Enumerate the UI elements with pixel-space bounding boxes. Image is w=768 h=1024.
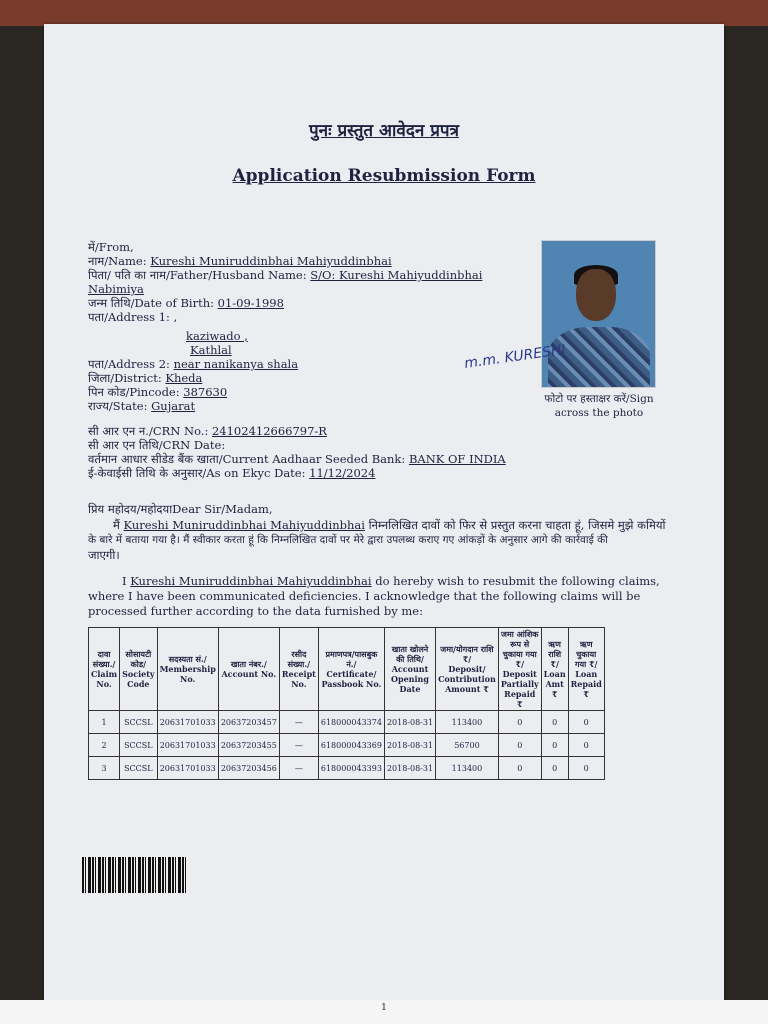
table-header-cell <box>568 628 604 711</box>
header-text: Repaid <box>504 689 536 699</box>
table-cell: — <box>279 757 318 780</box>
table-cell: SCCSL <box>120 711 157 734</box>
header-text: Society <box>122 669 155 679</box>
table-cell: 56700 <box>436 734 499 757</box>
header-text: संख्या./ <box>287 659 311 669</box>
table-cell: 20637203456 <box>218 757 279 780</box>
form-page <box>44 24 724 1000</box>
table-cell: 20631701033 <box>157 711 218 734</box>
dob-row <box>88 296 284 310</box>
table-cell: 1 <box>89 711 120 734</box>
table-header-cell <box>541 628 568 711</box>
header-text: No. <box>96 679 112 689</box>
title-hindi: पुनः प्रस्तुत आवेदन प्रपत्र <box>309 121 459 141</box>
table-cell: 0 <box>541 711 568 734</box>
table-cell: 618000043393 <box>318 757 384 780</box>
header-text: Opening <box>391 674 429 684</box>
header-text: Date <box>399 684 421 694</box>
hindi-para-suffix: निम्नलिखित दावों को फिर से प्रस्तुत करना चाहता हूं, जिसमे मुझे कमियों <box>368 518 666 532</box>
header-text: Passbook No. <box>321 679 382 689</box>
name-value: Kureshi Muniruddinbhai Mahiyuddinbhai <box>150 254 392 268</box>
table-cell: 2018-08-31 <box>384 757 435 780</box>
table-cell: 0 <box>541 734 568 757</box>
header-text: रूप से <box>510 639 530 649</box>
table-cell: — <box>279 711 318 734</box>
photo-caption-english: across the photo <box>554 407 644 419</box>
table-cell: SCCSL <box>120 757 157 780</box>
header-text: गया ₹/ <box>574 659 598 669</box>
table-cell: 20631701033 <box>157 757 218 780</box>
address1-line2: kaziwado , <box>186 329 248 343</box>
header-text: Membership <box>159 664 216 674</box>
header-text: की तिथि/ <box>396 654 424 664</box>
english-paragraph <box>88 574 678 619</box>
table-header-cell <box>384 628 435 711</box>
table-cell: 0 <box>541 757 568 780</box>
header-text: सदस्यता सं./ <box>168 654 207 664</box>
title-english: Application Resubmission Form <box>232 166 536 186</box>
name-label: नाम/Name: <box>88 254 147 268</box>
header-text: Repaid <box>570 679 602 689</box>
table-cell: 113400 <box>436 757 499 780</box>
english-para-suffix: do hereby wish to resubmit the following claims, <box>375 574 660 588</box>
header-text: चुकाया <box>576 649 597 659</box>
page-number: 1 <box>381 1003 387 1013</box>
salutation: प्रिय महोदय/महोदयाDear Sir/Madam, <box>88 502 273 516</box>
header-text: प्रमाणपत्र/पासबुक <box>325 649 378 659</box>
bank-label: वर्तमान आधार सीडेड बैंक खाता/Current Aadhaar Seeded Bank: <box>88 452 406 466</box>
table-header-cell <box>279 628 318 711</box>
header-text: Code <box>127 679 150 689</box>
name-row <box>88 254 392 268</box>
pincode-label: पिन कोड/Pincode: <box>88 385 180 399</box>
table-cell: 618000043374 <box>318 711 384 734</box>
bank-value: BANK OF INDIA <box>408 452 506 466</box>
hindi-para-name: Kureshi Muniruddinbhai Mahiyuddinbhai <box>123 518 365 532</box>
header-text: चुकाया गया <box>502 649 537 659</box>
table-header-cell <box>436 628 499 711</box>
header-text: Loan <box>575 669 598 679</box>
table-cell: 20637203455 <box>218 734 279 757</box>
father-value: S/O: Kureshi Mahiyuddinbhai <box>310 268 483 282</box>
header-text: No. <box>180 674 196 684</box>
header-text: जमा/योगदान राशि <box>440 644 494 654</box>
table-cell: 20631701033 <box>157 734 218 757</box>
table-header-row <box>89 628 605 711</box>
district-value: Kheda <box>165 371 203 385</box>
address2-row <box>88 357 298 371</box>
header-text: Deposit <box>502 669 537 679</box>
header-text: खाता नंबर./ <box>230 659 267 669</box>
district-row <box>88 371 202 385</box>
father-label: पिता/ पति का नाम/Father/Husband Name: <box>88 268 307 282</box>
district-label: जिला/District: <box>88 371 162 385</box>
header-text: No. <box>291 679 307 689</box>
table-cell: 618000043369 <box>318 734 384 757</box>
table-row <box>89 757 605 780</box>
address1-label: पता/Address 1: , <box>88 310 178 324</box>
header-text: जमा आंशिक <box>501 629 539 639</box>
hindi-para-line2: के बारे में बताया गया है। मैं स्वीकार करता हूं कि निम्नलिखित दावों पर मेरे द्वारा उपलब्ध कराए गए आंकड़ों के अनुसार आगे की कार्रवाई की <box>88 534 608 546</box>
ekyc-value: 11/12/2024 <box>309 466 376 480</box>
table-cell: 2018-08-31 <box>384 711 435 734</box>
table-cell: 0 <box>568 757 604 780</box>
crn-label: सी आर एन न./CRN No.: <box>88 424 209 438</box>
table-cell: 0 <box>498 711 541 734</box>
english-para-line3: processed further according to the data furnished by me: <box>88 604 423 618</box>
table-cell: 0 <box>498 734 541 757</box>
table-cell: 0 <box>568 711 604 734</box>
header-text: खाता खोलने <box>391 644 429 654</box>
state-label: राज्य/State: <box>88 399 148 413</box>
address2-label: पता/Address 2: <box>88 357 170 371</box>
header-text: कोड/ <box>130 659 147 669</box>
header-text: Deposit/ <box>448 664 486 674</box>
table-header-cell <box>120 628 157 711</box>
from-label: में/From, <box>88 240 134 254</box>
barcode <box>82 857 188 893</box>
english-para-prefix: I <box>122 574 127 588</box>
table-cell: 2018-08-31 <box>384 734 435 757</box>
background-top <box>0 0 768 26</box>
hindi-paragraph <box>88 518 678 563</box>
header-text: Receipt <box>281 669 316 679</box>
address1-line3: Kathlal <box>190 343 232 357</box>
table-row <box>89 711 605 734</box>
state-row <box>88 399 195 413</box>
table-cell: — <box>279 734 318 757</box>
hindi-para-line3: जाएगी। <box>88 548 120 562</box>
table-cell: 3 <box>89 757 120 780</box>
header-text: ₹ <box>551 689 558 699</box>
header-text: ₹/ <box>550 659 559 669</box>
header-text: Account No. <box>221 669 277 679</box>
header-text: राशि <box>548 649 562 659</box>
english-para-line2: where I have been communicated deficiencies. I acknowledge that the following claims will be <box>88 589 641 603</box>
photo-caption <box>529 392 669 420</box>
father-value-cont: Nabimiya <box>88 282 144 296</box>
table-cell: 0 <box>498 757 541 780</box>
bank-row <box>88 452 506 466</box>
english-para-name: Kureshi Muniruddinbhai Mahiyuddinbhai <box>130 574 372 588</box>
header-text: Account <box>391 664 429 674</box>
table-header-cell <box>318 628 384 711</box>
table-header-cell <box>218 628 279 711</box>
table-cell: 2 <box>89 734 120 757</box>
header-text: दावा <box>97 649 111 659</box>
pincode-row <box>88 385 227 399</box>
header-text: ₹/ <box>462 654 472 664</box>
table-header-cell <box>89 628 120 711</box>
dob-label: जन्म तिथि/Date of Birth: <box>88 296 214 310</box>
table-body <box>89 711 605 780</box>
crn-date-label: सी आर एन तिथि/CRN Date: <box>88 438 226 452</box>
photo-face <box>576 269 616 321</box>
header-text: ₹ <box>583 689 589 699</box>
header-text: ऋण <box>579 639 593 649</box>
ekyc-label: ई-केवाईसी तिथि के अनुसार/As on Ekyc Date: <box>88 466 306 480</box>
header-text: Claim <box>91 669 118 679</box>
header-text: Contribution <box>438 674 496 684</box>
claims-table <box>88 627 605 780</box>
photo-caption-hindi: फोटो पर हस्ताक्षर करें/Sign <box>544 393 654 405</box>
crn-value: 24102412666797-R <box>211 424 327 438</box>
table-header-cell <box>498 628 541 711</box>
header-text: ऋण <box>548 639 561 649</box>
header-text: सोसायटी <box>125 649 152 659</box>
table-cell: SCCSL <box>120 734 157 757</box>
header-text: नं./ <box>346 659 357 669</box>
dob-value: 01-09-1998 <box>217 296 284 310</box>
applicant-photo <box>541 240 656 388</box>
header-text: रसीद <box>291 649 307 659</box>
header-text: Loan <box>543 669 566 679</box>
table-header-cell <box>157 628 218 711</box>
father-row <box>88 268 482 282</box>
header-text: ₹ <box>516 699 523 709</box>
hindi-para-prefix: मैं <box>113 518 120 532</box>
pincode-value: 387630 <box>183 385 228 399</box>
header-text: Partially <box>500 679 539 689</box>
header-text: Certificate/ <box>326 669 377 679</box>
header-text: Amount ₹ <box>445 684 489 694</box>
address2-value: near nanikanya shala <box>173 357 299 371</box>
header-text: संख्या./ <box>92 659 116 669</box>
state-value: Gujarat <box>151 399 196 413</box>
crn-row <box>88 424 327 438</box>
table-cell: 113400 <box>436 711 499 734</box>
table-row <box>89 734 605 757</box>
ekyc-row <box>88 466 375 480</box>
table-cell: 20637203457 <box>218 711 279 734</box>
header-text: ₹/ <box>515 659 524 669</box>
table-cell: 0 <box>568 734 604 757</box>
header-text: Amt <box>545 679 564 689</box>
signature: m.m. KURESHI <box>463 341 567 373</box>
